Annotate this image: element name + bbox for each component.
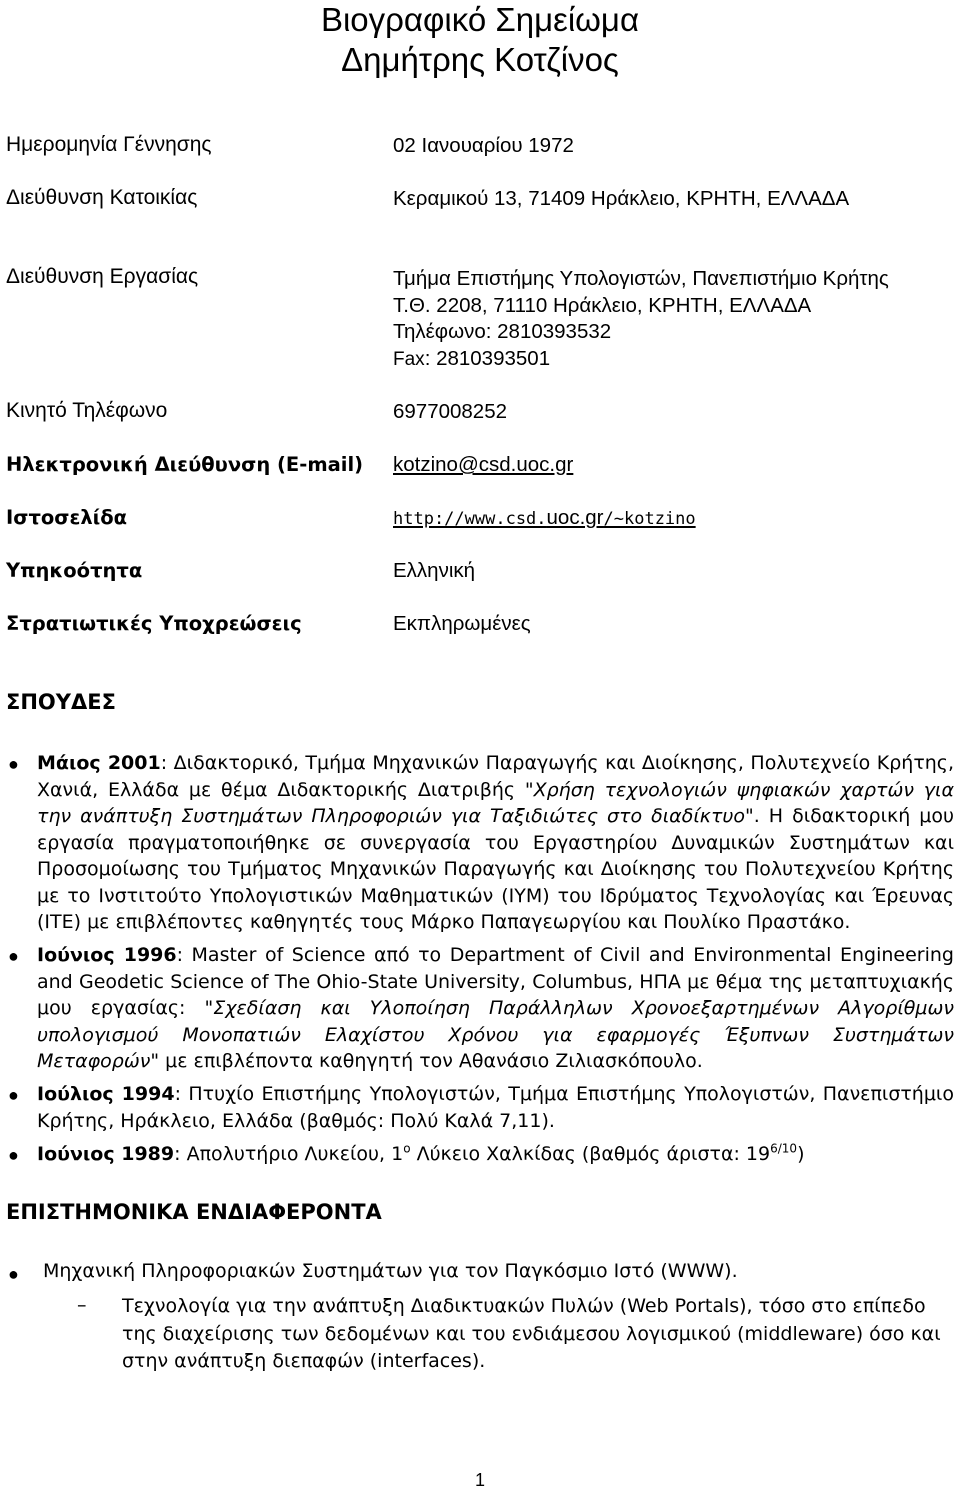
home-address-label: Διεύθυνση Κατοικίας	[6, 186, 198, 209]
phd-thesis-title: "Χρήση τεχνολογιών ψηφιακών χαρτών για την ανάπτυξη Συστημάτων Πληροφοριών για Ταξιδιώτες στο διαδίκτυο"	[37, 778, 954, 827]
phd-date: Μάιος 2001	[37, 752, 161, 774]
work-address-label: Διεύθυνση Εργασίας	[6, 265, 199, 288]
person-name: Δημήτρης Κοτζίνος	[341, 41, 619, 78]
website-path: /~kotzino	[603, 509, 696, 529]
dash-icon: –	[77, 1294, 87, 1316]
work-fax	[393, 345, 550, 373]
birth-date-label: Ημερομηνία Γέννησης	[6, 133, 212, 156]
phd-text: : Διδακτορικό, Τμήμα Μηχανικών Παραγωγής και Διοίκησης, Πολυτεχνείο Κρήτης, Χανιά, Ελλάδα με θέμα Διδακτορικής Διατριβής	[37, 752, 954, 801]
work-address-line2: Τ.Θ. 2208, 71110 Ηράκλειο, ΚΡΗΤΗ, ΕΛΛΑΔΑ	[393, 294, 812, 317]
work-address-line1: Τμήμα Επιστήμης Υπολογιστών, Πανεπιστήμιο Κρήτης	[393, 267, 889, 290]
fax-value: : 2810393501	[424, 347, 551, 370]
hs-grade-fraction: 6/10	[770, 1141, 798, 1156]
studies-heading: ΣΠΟΥΔΕΣ	[6, 690, 116, 714]
document-title: Βιογραφικό Σημείωμα	[320, 1, 640, 38]
interests-heading: ΕΠΙΣΤΗΜΟΝΙΚΑ ΕΝΔΙΑΦΕΡΟΝΤΑ	[6, 1200, 382, 1224]
home-address-value: Κεραμικού 13, 71409 Ηράκλειο, ΚΡΗΤΗ, ΕΛΛΑΔΑ	[393, 187, 850, 210]
website-label: Ιστοσελίδα	[6, 506, 128, 529]
hs-text-cont: Λύκειο Χαλκίδας (βαθμός άριστα: 19	[410, 1143, 771, 1165]
citizenship-label: Υπηκοότητα	[6, 559, 143, 582]
work-phone: Τηλέφωνο: 2810393532	[393, 320, 612, 343]
website-domain: uoc.gr	[546, 506, 604, 529]
bullet-icon: ●	[8, 1264, 19, 1284]
website-link[interactable]	[393, 504, 696, 533]
hs-date: Ιούνιος 1989	[37, 1143, 175, 1165]
bsc-date: Ιούλιος 1994	[37, 1083, 175, 1105]
bullet-icon: ●	[8, 946, 19, 966]
ms-date: Ιούνιος 1996	[37, 944, 177, 966]
bullet-icon: ●	[8, 754, 19, 774]
mobile-label: Κινητό Τηλέφωνο	[6, 399, 168, 422]
ms-text-cont: με επιβλέποντα καθηγητή τον Αθανάσιο Ζιλιασκόπουλο.	[159, 1050, 703, 1072]
hs-text-end: )	[797, 1143, 805, 1165]
fax-label: Fax	[393, 349, 425, 370]
citizenship-value: Ελληνική	[393, 559, 476, 582]
phd-text-cont: . Η διδακτορική μου εργασία πραγματοποιήθηκε σε συνεργασία του Εργαστηρίου Δυναμικών Συστημάτων και Προσομοίωσης του Τμήματος Μηχανικών Παραγωγής και Διοίκησης του Πολυτεχνείου Κρήτης με το Ινστιτούτο Υπολογιστικών Μαθηματικών (ΙΥΜ) του Ιδρύματος Τεχνολογίας και Έρευνας (ΙΤΕ) με επιβλέποντες καθηγητές τους Μάρκο Παπαγεωργίου και Πουλίκο Πραστάκο.	[37, 805, 954, 933]
bullet-icon: ●	[8, 1145, 19, 1165]
birth-date-value: 02 Ιανουαρίου 1972	[393, 134, 574, 157]
bullet-icon: ●	[8, 1085, 19, 1105]
website-prefix: http://www.csd.	[393, 509, 547, 529]
bsc-text: : Πτυχίο Επιστήμης Υπολογιστών, Τμήμα Επιστήμης Υπολογιστών, Πανεπιστήμιο Κρήτης, Ηράκλειο, Ελλάδα (βαθμός: Πολύ Καλά 7,11).	[37, 1083, 954, 1132]
hs-text: : Απολυτήριο Λυκείου, 1	[174, 1143, 404, 1165]
military-value: Εκπληρωμένες	[393, 612, 531, 635]
email-link[interactable]: kotzino@csd.uoc.gr	[393, 453, 574, 476]
interest-subitem: Τεχνολογία για την ανάπτυξη Διαδικτυακών Πυλών (Web Portals), τόσο στο επίπεδο της διαχείρισης των δεδομένων και του ενδιάμεσου λογισμικού (middleware) όσο και στην ανάπτυξη διεπαφών (interfaces).	[122, 1295, 941, 1372]
ms-thesis-title: "Σχεδίαση και Υλοποίηση Παράλληλων Χρονοεξαρτημένων Αλγορίθμων υπολογισμού Μονοπατιών Ελαχίστου Χρόνου για εφαρμογές Έξυπνων Συστημάτων Μεταφορών"	[37, 997, 955, 1072]
mobile-value: 6977008252	[393, 400, 508, 423]
interest-item: Μηχανική Πληροφοριακών Συστημάτων για τον Παγκόσμιο Ιστό (WWW).	[43, 1260, 738, 1282]
hs-ordinal: ο	[403, 1141, 411, 1156]
page-number: 1	[474, 1470, 485, 1490]
email-label: Ηλεκτρονική Διεύθυνση (E-mail)	[6, 453, 364, 476]
military-label: Στρατιωτικές Υποχρεώσεις	[6, 612, 302, 635]
ms-text: : Master of Science από το Department of Civil and Environmental Engineering and Geodetic Science of The Ohio-State University, Columbus, ΗΠΑ με θέμα της μεταπτυχιακής μου εργασίας:	[37, 944, 954, 1019]
